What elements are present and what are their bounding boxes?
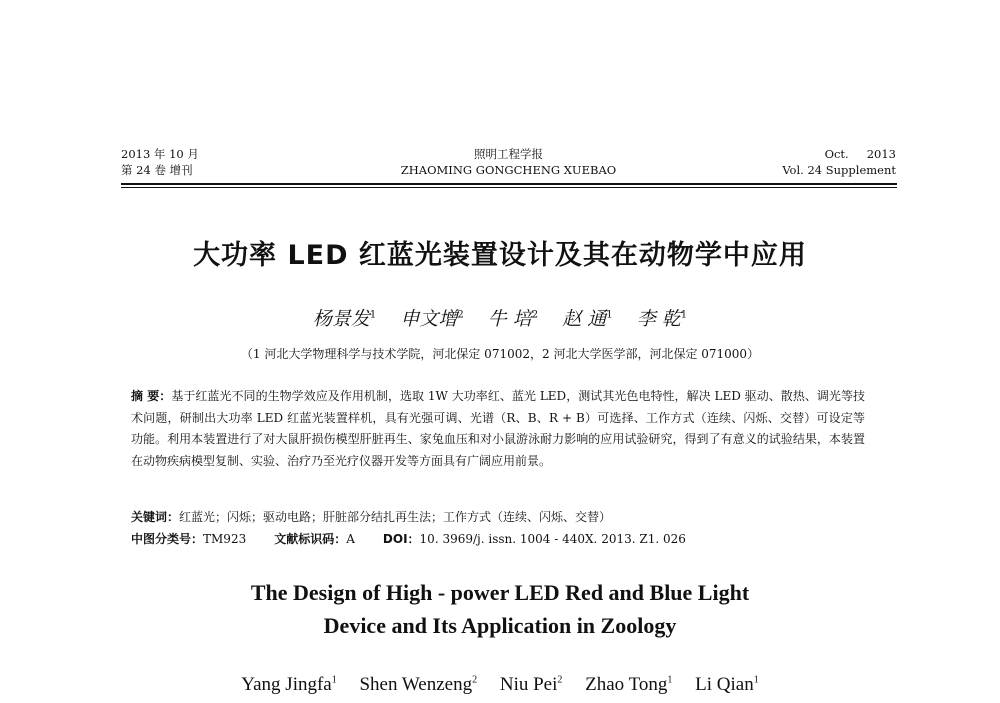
keywords-text: 红蓝光；闪烁；驱动电路；肝脏部分结扎再生法；工作方式（连续、闪烁、交替） [179, 510, 612, 524]
classification-line [131, 529, 865, 549]
title-en-line: Device and Its Application in Zoology [323, 613, 677, 638]
paper-title-zh: 大功率 LED 红蓝光装置设计及其在动物学中应用 [193, 240, 807, 271]
header-center [121, 146, 896, 178]
abstract-zh [131, 386, 865, 472]
keywords-label: 关键词： [131, 510, 180, 524]
doi-value: 10. 3969/j. issn. 1004 - 440X. 2013. Z1. 026 [419, 532, 686, 546]
title-en-line: The Design of High - power LED Red and Blue Light [250, 580, 750, 605]
author-en: Niu Pei$^2$ [499, 674, 563, 695]
header-date-zh: 2013 年 10 月 [121, 147, 199, 161]
author-list-zh [0, 304, 1000, 331]
journal-name-zh: 照明工程学报 [474, 147, 543, 161]
header-volume-zh: 第 24 卷 增刊 [121, 163, 193, 177]
header-date-en [782, 146, 896, 162]
journal-name-pinyin: ZHAOMING GONGCHENG XUEBAO [400, 163, 617, 177]
header-year-en: 2013 [866, 147, 896, 161]
keywords-zh [131, 507, 865, 527]
author-en: Yang Jingfa$^1$ [241, 674, 337, 695]
header-right [782, 146, 896, 178]
header-rule-thin [121, 187, 897, 188]
author-zh: 申文增$^2$ [400, 308, 464, 330]
author-zh: 赵 通$^1$ [562, 308, 613, 330]
author-en: Li Qian$^1$ [695, 674, 759, 695]
doc-code-value: A [346, 532, 355, 546]
clc-value: TM923 [203, 532, 247, 546]
clc-label: 中图分类号： [131, 532, 204, 546]
header-rule-thick [121, 183, 897, 185]
author-en: Zhao Tong$^1$ [585, 674, 673, 695]
author-list-en [0, 674, 1000, 696]
header-volume-en: Vol. 24 Supplement [782, 163, 896, 177]
author-zh: 李 乾$^1$ [636, 308, 688, 330]
paper-title-en [0, 576, 1000, 642]
author-zh: 牛 培$^2$ [487, 308, 539, 330]
author-zh: 杨景发$^1$ [312, 308, 377, 330]
abstract-label: 摘 要： [131, 389, 172, 403]
doi-label: DOI： [382, 532, 420, 546]
running-header [121, 146, 896, 180]
header-month-en: Oct. [824, 147, 849, 161]
abstract-text: 基于红蓝光不同的生物学效应及作用机制，选取 1W 大功率红、蓝光 LED，测试其光色电特性，解决 LED 驱动、散热、调光等技术问题，研制出大功率 LED 红蓝光装置样机，具有光强可调、光谱（R、B、R + B）可选择、工作方式（连续、闪烁、交替）可设定等功能。利用本装置进行了对大鼠肝损伤模型肝脏再生、家兔血压和对小鼠游泳耐力影响的应用试验研究，得到了有意义的试验结果，本装置在动物疾病模型复制、实验、治疗乃至光疗仪器开发等方面具有广阔应用前景。 [131, 389, 865, 468]
author-en: Shen Wenzeng$^2$ [359, 674, 478, 695]
affiliation-zh: （1 河北大学物理科学与技术学院，河北保定 071002，2 河北大学医学部，河北保定 071000） [240, 347, 760, 361]
doc-code-label: 文献标识码： [274, 532, 347, 546]
